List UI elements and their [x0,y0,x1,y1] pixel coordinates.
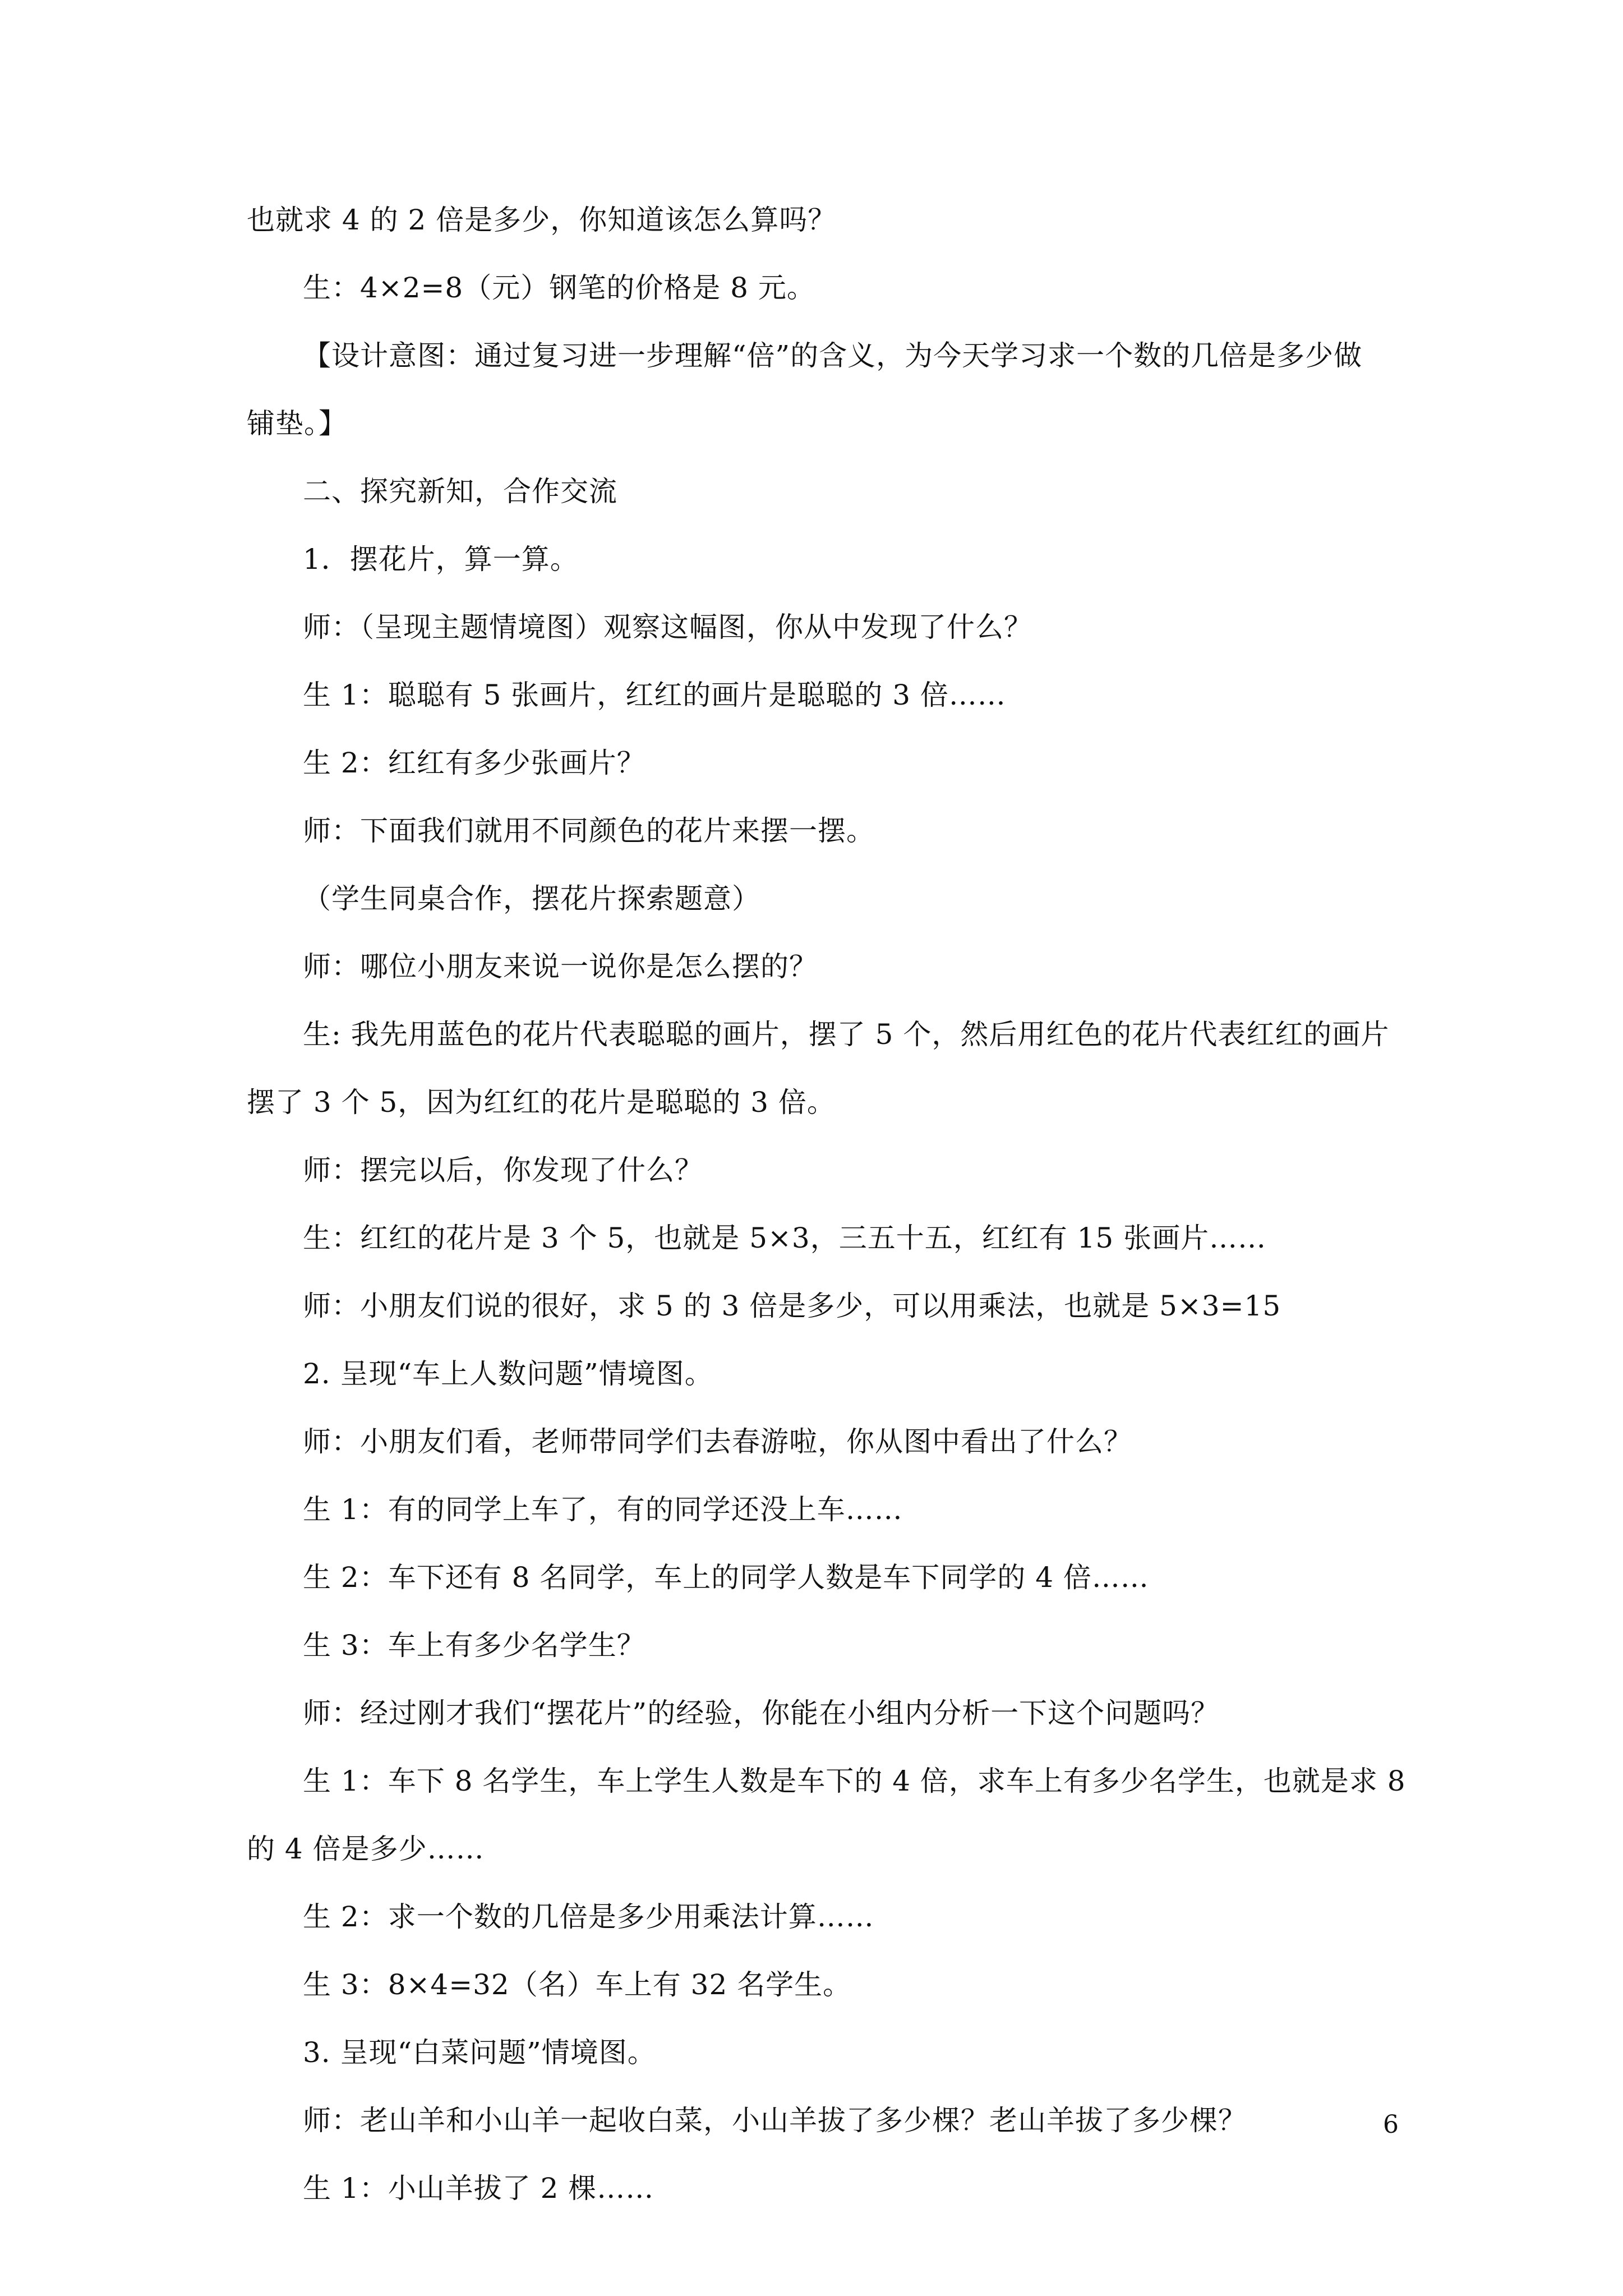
paragraph-line: 生 1：小山羊拔了 2 棵…… [303,2172,654,2205]
subsection-heading: 2. 呈现“车上人数问题”情境图。 [303,1358,713,1390]
paragraph-line: 师：小朋友们说的很好，求 5 的 3 倍是多少，可以用乘法，也就是 5×3=15 [303,1290,1281,1322]
paragraph-line: （学生同桌合作，摆花片探索题意） [303,882,760,915]
paragraph-line: 也就求 4 的 2 倍是多少，你知道该怎么算吗？ [247,204,837,236]
document-body [247,203,1406,2239]
paragraph-line: 生 1：聪聪有 5 张画片，红红的画片是聪聪的 3 倍…… [303,679,1006,711]
paragraph-line: 生 3：8×4=32（名）车上有 32 名学生。 [303,1968,852,2001]
paragraph-line: 生 1：车下 8 名学生，车上学生人数是车下的 4 倍，求车上有多少名学生，也就是求 8 [303,1765,1406,1797]
paragraph-line: 生 2：车下还有 8 名同学，车上的同学人数是车下同学的 4 倍…… [303,1561,1149,1594]
subsection-heading: 1．摆花片，算一算。 [303,543,579,576]
paragraph-line: 师：老山羊和小山羊一起收白菜，小山羊拔了多少棵？老山羊拔了多少棵？ [303,2104,1247,2137]
section-heading: 二、探究新知，合作交流 [303,475,617,508]
paragraph-line: 生 2：红红有多少张画片？ [303,747,645,779]
paragraph-line: 师：下面我们就用不同颜色的花片来摆一摆。 [303,815,875,847]
paragraph-line: 摆了 3 个 5，因为红红的花片是聪聪的 3 倍。 [247,1086,836,1119]
paragraph-line: 铺垫。】 [247,407,347,440]
paragraph-line: 生: 我先用蓝色的花片代表聪聪的画片，摆了 5 个，然后用红色的花片代表红红的画片 [303,1018,1390,1051]
subsection-heading: 3. 呈现“白菜问题”情境图。 [303,2036,656,2069]
paragraph-line: 生：红红的花片是 3 个 5，也就是 5×3，三五十五，红红有 15 张画片…… [303,1222,1267,1254]
paragraph-line: 师：哪位小朋友来说一说你是怎么摆的？ [303,950,818,983]
paragraph-line: 【设计意图：通过复习进一步理解“倍”的含义，为今天学习求一个数的几倍是多少做 [303,339,1363,372]
page-number: 6 [1383,2110,1399,2139]
paragraph-line: 生：4×2=8（元）钢笔的价格是 8 元。 [303,272,815,304]
paragraph-line: 生 1：有的同学上车了，有的同学还没上车…… [303,1493,903,1526]
paragraph-line: 师：摆完以后，你发现了什么？ [303,1154,703,1186]
paragraph-line: 师：（呈现主题情境图）观察这幅图，你从中发现了什么？ [303,611,1032,643]
paragraph-line: 生 2：求一个数的几倍是多少用乘法计算…… [303,1901,874,1933]
paragraph-line: 的 4 倍是多少…… [247,1833,485,1865]
paragraph-line: 师：小朋友们看，老师带同学们去春游啦，你从图中看出了什么？ [303,1425,1132,1458]
paragraph-line: 师：经过刚才我们“摆花片”的经验，你能在小组内分析一下这个问题吗？ [303,1697,1220,1729]
paragraph-line: 生 3：车上有多少名学生？ [303,1629,645,1662]
